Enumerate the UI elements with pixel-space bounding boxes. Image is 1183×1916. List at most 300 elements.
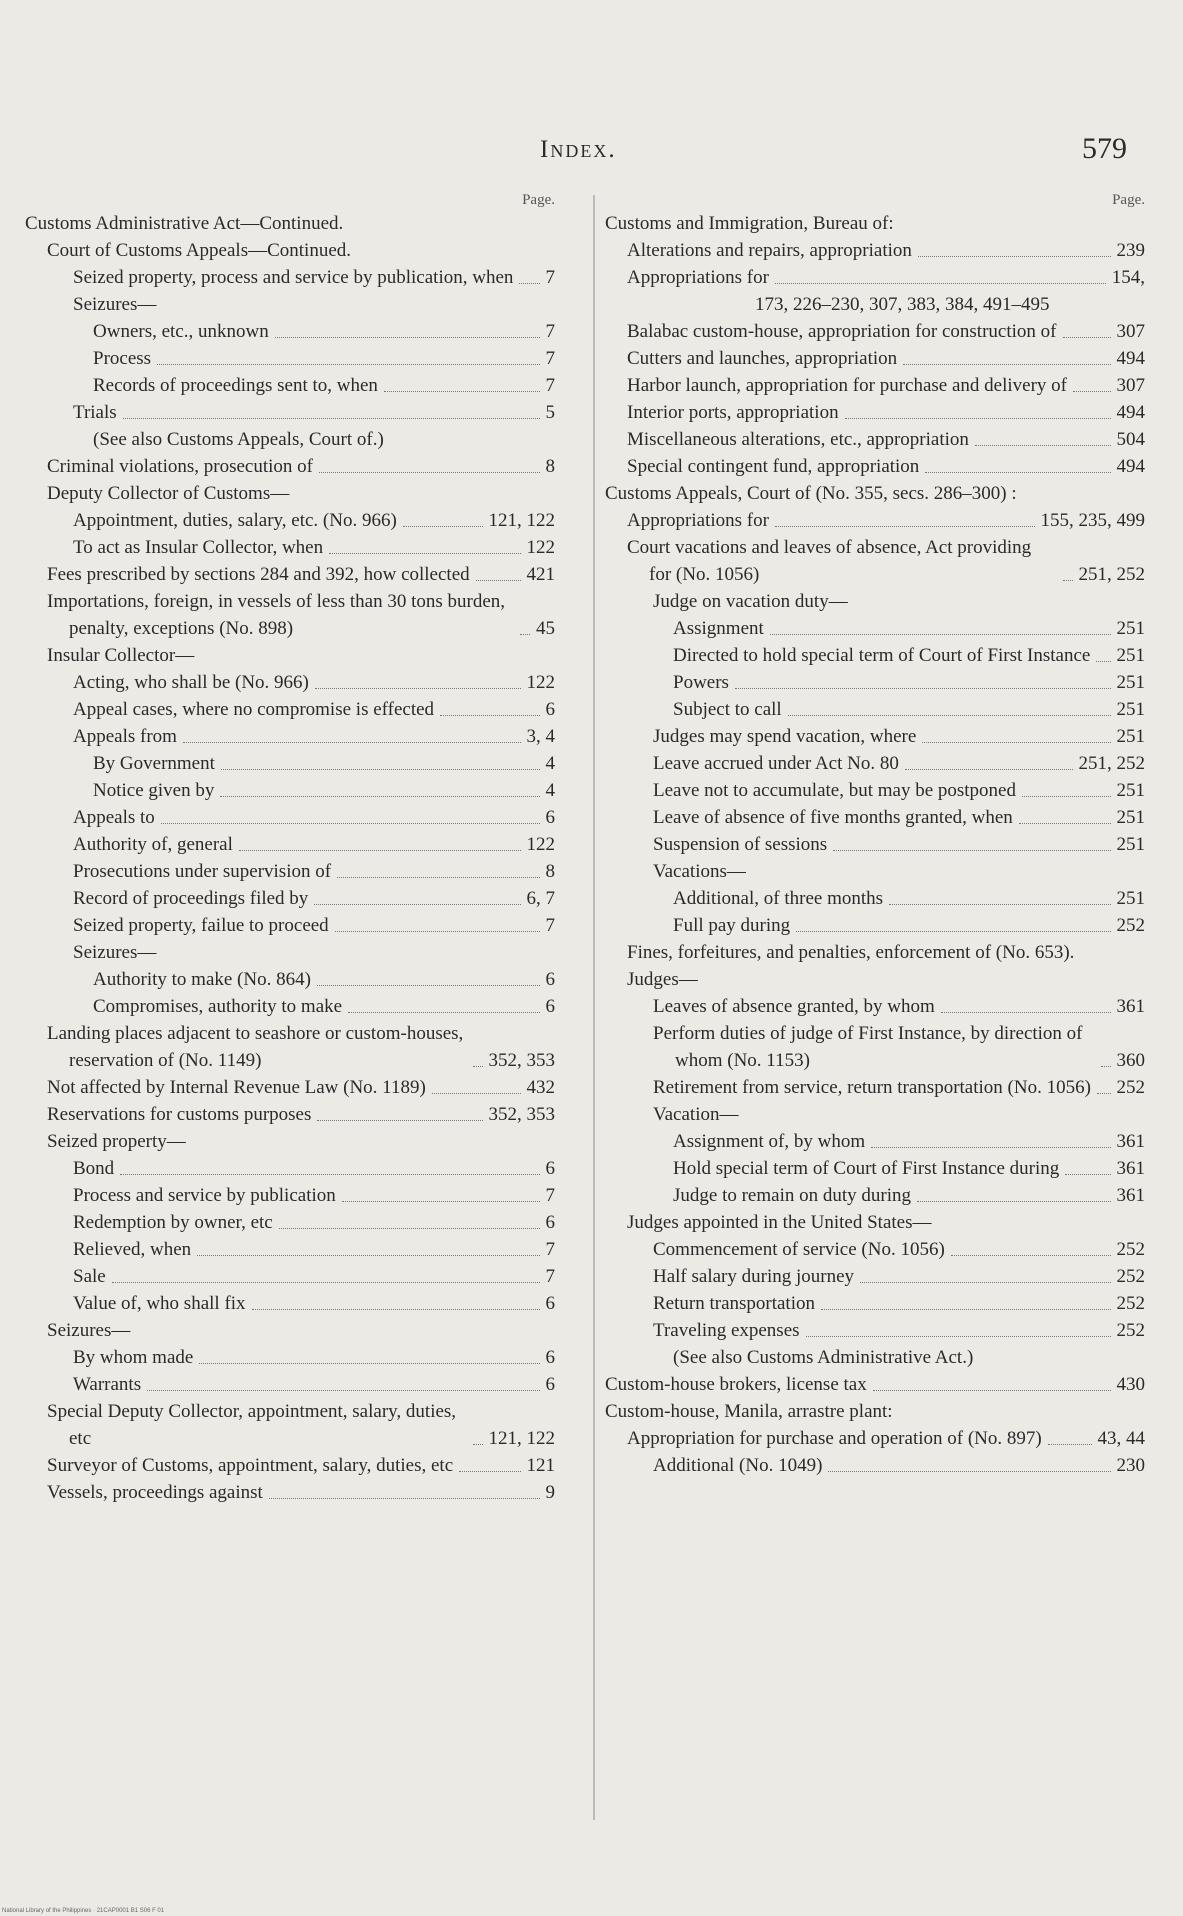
index-entry-text: Reservations for customs purposes (47, 1104, 312, 1125)
dot-leader (918, 256, 1111, 257)
index-entry-page: 307 (1116, 375, 1145, 396)
index-entry (605, 1236, 1145, 1263)
dot-leader (860, 1282, 1110, 1283)
index-entry-text: Sale (73, 1266, 106, 1287)
running-head (0, 132, 1183, 172)
index-entry-text: Powers (673, 672, 729, 693)
index-entry (605, 426, 1145, 453)
column-divider (593, 195, 595, 1820)
index-entry (25, 1371, 555, 1398)
dot-leader (275, 337, 540, 338)
index-entry (605, 777, 1145, 804)
index-entry-page: 6 (545, 1212, 555, 1233)
dot-leader (735, 688, 1111, 689)
index-entry-text: Notice given by (93, 780, 215, 801)
index-entry (25, 372, 555, 399)
index-entry-text: Owners, etc., unknown (93, 321, 269, 342)
index-entry-page: 121, 122 (488, 510, 555, 531)
index-entry-text: Hold special term of Court of First Instance during (673, 1158, 1060, 1179)
dot-leader (476, 580, 521, 581)
index-entry-page: 252 (1116, 1077, 1145, 1098)
index-entry (25, 453, 555, 480)
index-entry-text: To act as Insular Collector, when (73, 537, 324, 558)
index-entry-text: Retirement from service, return transportation (No. 1056) (653, 1077, 1091, 1098)
index-entry-page: 494 (1116, 456, 1145, 477)
index-entry (605, 588, 1145, 615)
dot-leader (951, 1255, 1111, 1256)
dot-leader (1073, 391, 1111, 392)
index-entry-page: 45 (536, 618, 555, 639)
index-entry (25, 777, 555, 804)
index-entry-text: Full pay during (673, 915, 791, 936)
index-entry-text: Deputy Collector of Customs— (47, 483, 290, 504)
index-entry-page: 6 (545, 1347, 555, 1368)
index-entry-page: 361 (1116, 996, 1145, 1017)
index-entry-text: Seized property, process and service by publication, when (73, 267, 514, 288)
index-entry-text: Compromises, authority to make (93, 996, 343, 1017)
index-entry-text: Appropriations for (627, 510, 769, 531)
index-entry-text: Customs Administrative Act—Continued. (25, 213, 344, 234)
dot-leader (775, 526, 1035, 527)
index-entry-text: Seized property, failue to proceed (73, 915, 329, 936)
index-entry-text: Commencement of service (No. 1056) (653, 1239, 945, 1260)
index-entry-text: Process (93, 348, 152, 369)
index-entry (605, 1344, 1145, 1371)
index-entry-text: Redemption by owner, etc (73, 1212, 273, 1233)
index-entry-text: Special Deputy Collector, appointment, salary, duties, etc (47, 1401, 457, 1449)
dot-leader (520, 634, 530, 635)
index-entry (605, 669, 1145, 696)
index-entry (25, 561, 555, 588)
index-entry-page: 6 (545, 969, 555, 990)
dot-leader (329, 553, 520, 554)
index-entry-text: Judges appointed in the United States— (627, 1212, 932, 1233)
dot-leader (269, 1498, 540, 1499)
index-entry-page: 121, 122 (488, 1428, 555, 1449)
dot-leader (384, 391, 540, 392)
index-entry-page: 252 (1116, 1320, 1145, 1341)
index-entry (25, 1398, 555, 1452)
index-entry-text: Fees prescribed by sections 284 and 392, how collected (47, 564, 470, 585)
index-entry-text: Subject to call (673, 699, 782, 720)
dot-leader (432, 1093, 521, 1094)
index-entry (605, 1209, 1145, 1236)
index-entry (605, 939, 1145, 966)
index-entry (25, 426, 555, 453)
index-entry-page: 122 (526, 672, 555, 693)
index-entry-text: Seizures— (73, 942, 157, 963)
index-entry-text: Appointment, duties, salary, etc. (No. 966) (73, 510, 397, 531)
index-entry-text: Authority of, general (73, 834, 233, 855)
dot-leader (975, 445, 1111, 446)
index-entry (605, 1074, 1145, 1101)
index-entry-text: (See also Customs Appeals, Court of.) (93, 429, 384, 450)
index-entry-text: Cutters and launches, appropriation (627, 348, 898, 369)
index-entry-page: 122 (526, 537, 555, 558)
scan-footer-stamp: National Library of the Philippines · 21CAP0001 B1 S06 F 01 (2, 1908, 165, 1914)
dot-leader (317, 1120, 482, 1121)
index-entry (25, 1128, 555, 1155)
dot-leader (889, 904, 1110, 905)
index-entry (605, 453, 1145, 480)
index-entry-text: Relieved, when (73, 1239, 192, 1260)
dot-leader (459, 1471, 520, 1472)
dot-leader (120, 1174, 539, 1175)
index-entry-text: Record of proceedings filed by (73, 888, 309, 909)
index-entry-page: 361 (1116, 1131, 1145, 1152)
dot-leader (473, 1444, 483, 1445)
index-entry-text: Interior ports, appropriation (627, 402, 839, 423)
dot-leader (833, 850, 1110, 851)
index-entry-text: Harbor launch, appropriation for purchase and delivery of (627, 375, 1067, 396)
index-entry-text: Not affected by Internal Revenue Law (No. 1189) (47, 1077, 426, 1098)
index-entry-text: Insular Collector— (47, 645, 195, 666)
index-entry-text: Prosecutions under supervision of (73, 861, 332, 882)
dot-leader (828, 1471, 1110, 1472)
index-entry-page: 4 (545, 753, 555, 774)
index-entry-page: 239 (1116, 240, 1145, 261)
index-entry (25, 1452, 555, 1479)
dot-leader (403, 526, 483, 527)
index-entry (25, 1236, 555, 1263)
index-entry (25, 507, 555, 534)
index-entry-page: 9 (545, 1482, 555, 1503)
index-entry-page: 43, 44 (1097, 1428, 1145, 1449)
dot-leader (845, 418, 1111, 419)
dot-leader (903, 364, 1110, 365)
index-entry (25, 1263, 555, 1290)
index-entry-page: 6 (545, 1293, 555, 1314)
index-entry (605, 1263, 1145, 1290)
dot-leader (337, 877, 539, 878)
index-entry (605, 1398, 1145, 1425)
dot-leader (440, 715, 539, 716)
index-entry (605, 507, 1145, 534)
index-entry (605, 1155, 1145, 1182)
dot-leader (315, 688, 521, 689)
index-entry (25, 534, 555, 561)
index-entry (25, 966, 555, 993)
dot-leader (1096, 661, 1110, 662)
dot-leader (917, 1201, 1111, 1202)
index-entry (605, 372, 1145, 399)
index-entry-page: 251, 252 (1078, 753, 1145, 774)
index-entry-text: Customs and Immigration, Bureau of: (605, 213, 894, 234)
index-entry-page: 7 (545, 267, 555, 288)
index-entry-page: 251 (1116, 672, 1145, 693)
index-entry (25, 1317, 555, 1344)
index-entry (25, 696, 555, 723)
dot-leader (239, 850, 521, 851)
index-entry-text: Traveling expenses (653, 1320, 800, 1341)
dot-leader (925, 472, 1110, 473)
index-entry-page: 360 (1116, 1050, 1145, 1071)
dot-leader (1097, 1093, 1111, 1094)
index-entry (25, 1074, 555, 1101)
index-entry (25, 939, 555, 966)
index-entry (25, 669, 555, 696)
dot-leader (1063, 580, 1073, 581)
index-entry (25, 831, 555, 858)
index-entry-page: 7 (545, 321, 555, 342)
index-entry (605, 993, 1145, 1020)
index-entry-text: Leave not to accumulate, but may be postponed (653, 780, 1016, 801)
index-entry-page: 155, 235, 499 (1040, 510, 1145, 531)
index-entry (605, 210, 1145, 237)
dot-leader (806, 1336, 1111, 1337)
index-entry (25, 804, 555, 831)
index-entry (605, 291, 1145, 318)
dot-leader (147, 1390, 539, 1391)
dot-leader (905, 769, 1073, 770)
index-entry (25, 1182, 555, 1209)
dot-leader (473, 1066, 483, 1067)
index-entry (605, 1101, 1145, 1128)
index-entry-text: By Government (93, 753, 215, 774)
index-entry-text: Assignment (673, 618, 764, 639)
index-entry-page: 251 (1116, 780, 1145, 801)
index-entry-text: Assignment of, by whom (673, 1131, 866, 1152)
index-entry-text: Seizures— (47, 1320, 131, 1341)
dot-leader (1101, 1066, 1111, 1067)
index-entry (605, 642, 1145, 669)
index-entry-page: 352, 353 (488, 1104, 555, 1125)
index-entry-text: Leaves of absence granted, by whom (653, 996, 935, 1017)
index-entry-page: 6 (545, 996, 555, 1017)
index-entry (25, 1344, 555, 1371)
index-entry-page: 251 (1116, 834, 1145, 855)
index-entry-text: Miscellaneous alterations, etc., appropriation (627, 429, 969, 450)
index-entry-text: Alterations and repairs, appropriation (627, 240, 912, 261)
index-entry-text: Additional (No. 1049) (653, 1455, 823, 1476)
index-entry-text: Appeals to (73, 807, 155, 828)
dot-leader (314, 904, 520, 905)
dot-leader (112, 1282, 540, 1283)
index-entry-text: Judge on vacation duty— (653, 591, 848, 612)
index-entry-text: Custom-house brokers, license tax (605, 1374, 867, 1395)
index-entry-text: Seizures— (73, 294, 157, 315)
index-entry (25, 237, 555, 264)
index-entry-text: Trials (73, 402, 117, 423)
index-entry-page: 6 (545, 699, 555, 720)
page-title: Index. (540, 136, 617, 163)
index-entry-page: 504 (1116, 429, 1145, 450)
index-entry-text: Judge to remain on duty during (673, 1185, 911, 1206)
index-entry (605, 399, 1145, 426)
dot-leader (342, 1201, 540, 1202)
index-entry (25, 291, 555, 318)
index-entry (605, 1425, 1145, 1452)
index-entry (605, 480, 1145, 507)
index-entry-page: 8 (545, 861, 555, 882)
index-entry-text: Customs Appeals, Court of (No. 355, secs. 286–300) : (605, 483, 1017, 504)
dot-leader (183, 742, 521, 743)
index-entry-page: 307 (1116, 321, 1145, 342)
index-entry-text: Appropriations for (627, 267, 769, 288)
dot-leader (873, 1390, 1111, 1391)
index-entry (25, 1209, 555, 1236)
index-entry-text: Seized property— (47, 1131, 186, 1152)
index-entry-text: Special contingent fund, appropriation (627, 456, 920, 477)
index-entry-page: 251, 252 (1078, 564, 1145, 585)
index-entry-page: 8 (545, 456, 555, 477)
dot-leader (157, 364, 539, 365)
index-entry (25, 1155, 555, 1182)
dot-leader (1022, 796, 1111, 797)
index-entry (605, 1182, 1145, 1209)
index-entry-text: Surveyor of Customs, appointment, salary, duties, etc (47, 1455, 454, 1476)
index-entry-page: 7 (545, 1239, 555, 1260)
dot-leader (1019, 823, 1111, 824)
index-entry-text: (See also Customs Administrative Act.) (673, 1347, 974, 1368)
index-entry (605, 804, 1145, 831)
index-entry (25, 210, 555, 237)
index-entry-text: Judges— (627, 969, 698, 990)
dot-leader (348, 1012, 539, 1013)
index-entry (605, 1452, 1145, 1479)
page-number: 579 (1082, 132, 1127, 165)
dot-leader (796, 931, 1110, 932)
index-entry (25, 1479, 555, 1506)
index-entry-text: Court vacations and leaves of absence, Act providing for (No. 1056) (627, 537, 1032, 585)
dot-leader (252, 1309, 540, 1310)
index-entry-text: By whom made (73, 1347, 194, 1368)
index-entry-page: 7 (545, 915, 555, 936)
index-entry-text: Vacation— (653, 1104, 739, 1125)
index-entry (25, 912, 555, 939)
index-entry-page: 252 (1116, 1239, 1145, 1260)
index-entry-page: 251 (1116, 888, 1145, 909)
index-entry-text: Criminal violations, prosecution of (47, 456, 313, 477)
index-entry-text: Appeal cases, where no compromise is effected (73, 699, 435, 720)
index-entry (605, 750, 1145, 777)
index-entry-text: Authority to make (No. 864) (93, 969, 311, 990)
dot-leader (279, 1228, 540, 1229)
index-entry-text: Leave of absence of five months granted, when (653, 807, 1013, 828)
index-entry (605, 345, 1145, 372)
index-entry-page: 251 (1116, 645, 1145, 666)
index-entry (605, 696, 1145, 723)
index-entry-text: Value of, who shall fix (73, 1293, 246, 1314)
index-entry-page: 352, 353 (488, 1050, 555, 1071)
dot-leader (123, 418, 540, 419)
index-entry (25, 345, 555, 372)
index-entry (25, 993, 555, 1020)
index-entry-text: Appropriation for purchase and operation of (No. 897) (627, 1428, 1042, 1449)
index-entry (605, 264, 1145, 291)
index-entry-page: 251 (1116, 618, 1145, 639)
index-entry-text: Half salary during journey (653, 1266, 855, 1287)
dot-leader (319, 472, 540, 473)
dot-leader (821, 1309, 1111, 1310)
index-entry-page: 3, 4 (526, 726, 555, 747)
index-entry-page: 121 (526, 1455, 555, 1476)
index-entry (605, 885, 1145, 912)
dot-leader (788, 715, 1111, 716)
index-entry (25, 642, 555, 669)
index-entry (25, 858, 555, 885)
index-entry-page: 252 (1116, 1293, 1145, 1314)
index-entry (25, 885, 555, 912)
index-entry (605, 1317, 1145, 1344)
dot-leader (519, 283, 539, 284)
index-entry (25, 399, 555, 426)
index-entry-page: 122 (526, 834, 555, 855)
index-entry-page: 4 (545, 780, 555, 801)
index-entry-page: 361 (1116, 1185, 1145, 1206)
index-entry-page: 361 (1116, 1158, 1145, 1179)
index-entry-text: 173, 226–230, 307, 383, 384, 491–495 (755, 294, 1050, 315)
index-entry (605, 1020, 1145, 1074)
index-entry-text: Records of proceedings sent to, when (93, 375, 378, 396)
index-entry-page: 251 (1116, 699, 1145, 720)
dot-leader (1063, 337, 1111, 338)
index-entry (25, 723, 555, 750)
dot-leader (317, 985, 540, 986)
index-entry-page: 7 (545, 348, 555, 369)
index-entry (605, 723, 1145, 750)
index-entry-page: 6 (545, 1158, 555, 1179)
index-entry (25, 1101, 555, 1128)
page-column-label: Page. (1112, 192, 1145, 208)
index-entry-text: Warrants (73, 1374, 142, 1395)
index-entry (605, 858, 1145, 885)
index-entry-text: Importations, foreign, in vessels of less than 30 tons burden, penalty, exceptions (No. 898) (47, 591, 506, 639)
index-entry-text: Return transportation (653, 1293, 815, 1314)
index-entry-text: Bond (73, 1158, 115, 1179)
index-entry (25, 588, 555, 642)
dot-leader (1048, 1444, 1092, 1445)
index-entry (605, 1371, 1145, 1398)
index-entry-text: Process and service by publication (73, 1185, 336, 1206)
dot-leader (335, 931, 540, 932)
index-entry-text: Acting, who shall be (No. 966) (73, 672, 309, 693)
index-entry-text: Custom-house, Manila, arrastre plant: (605, 1401, 893, 1422)
index-entry-page: 230 (1116, 1455, 1145, 1476)
dot-leader (220, 796, 539, 797)
index-entry-page: 494 (1116, 348, 1145, 369)
index-entry-page: 251 (1116, 726, 1145, 747)
index-entry (605, 912, 1145, 939)
index-entry-text: Balabac custom-house, appropriation for construction of (627, 321, 1057, 342)
dot-leader (221, 769, 540, 770)
dot-leader (1065, 1174, 1110, 1175)
index-entry-page: 7 (545, 375, 555, 396)
dot-leader (197, 1255, 539, 1256)
dot-leader (871, 1147, 1110, 1148)
index-entry-page: 252 (1116, 1266, 1145, 1287)
index-column-right (605, 192, 1145, 1479)
page-column-label: Page. (522, 192, 555, 208)
dot-leader (161, 823, 540, 824)
dot-leader (922, 742, 1110, 743)
index-entry (25, 264, 555, 291)
index-entry (25, 318, 555, 345)
index-entry (605, 1290, 1145, 1317)
dot-leader (775, 283, 1106, 284)
index-entry (605, 237, 1145, 264)
index-entry (25, 480, 555, 507)
index-entry (605, 831, 1145, 858)
index-entry-text: Vessels, proceedings against (47, 1482, 263, 1503)
index-entry (25, 1020, 555, 1074)
index-entry-text: Landing places adjacent to seashore or custom-houses, reservation of (No. 1149) (47, 1023, 464, 1071)
index-entry (605, 966, 1145, 993)
index-entry-text: Fines, forfeitures, and penalties, enforcement of (No. 653). (627, 942, 1075, 963)
dot-leader (770, 634, 1111, 635)
index-entry-page: 6 (545, 1374, 555, 1395)
index-entry (605, 615, 1145, 642)
